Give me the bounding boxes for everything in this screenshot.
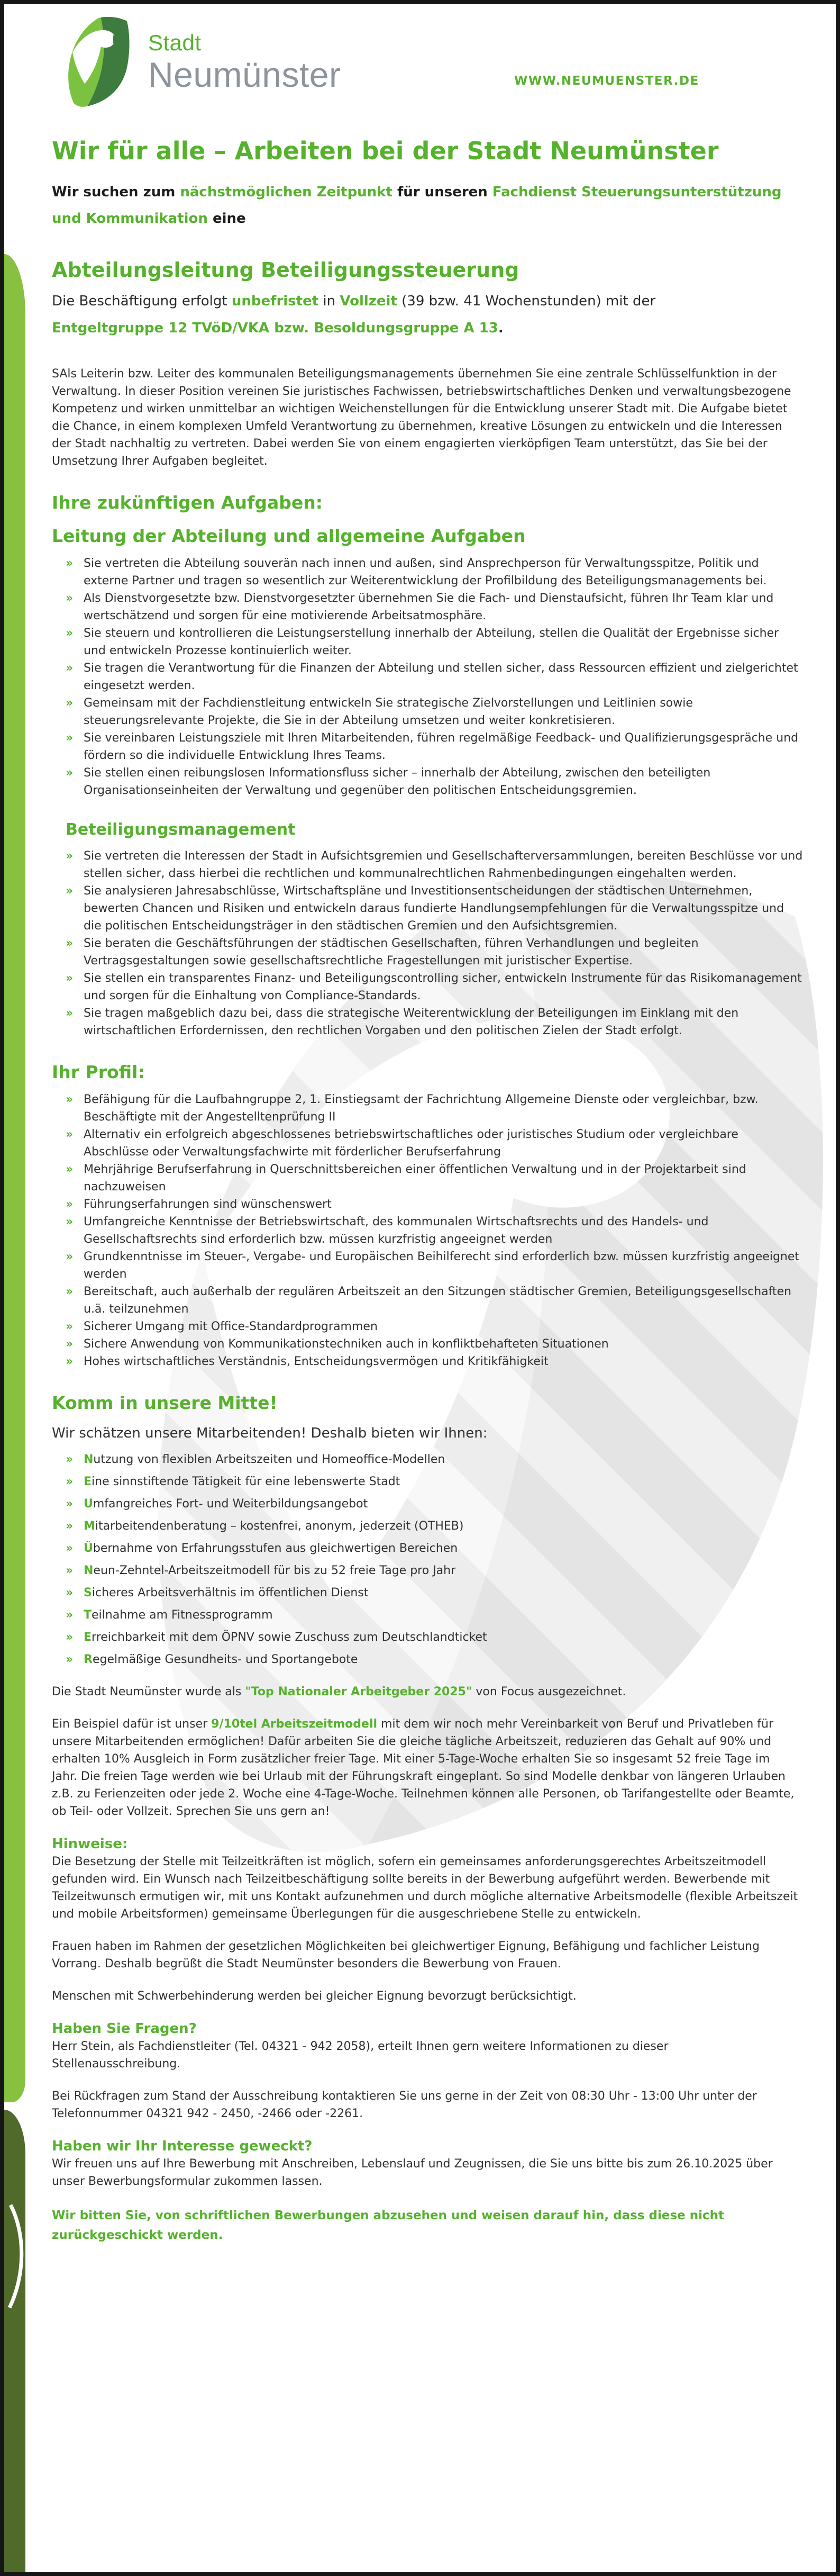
list-item	[52, 1283, 803, 1318]
plain-text: eine	[207, 211, 246, 227]
benefit-initial-letter: Ü	[84, 1542, 93, 1555]
list-item	[52, 1629, 803, 1646]
bullet-icon: »	[66, 1250, 74, 1263]
plain-text: .	[498, 320, 504, 336]
list-item-text: Neun-Zehntel-Arbeitszeitmodell für bis zu 52 freie Tage pro Jahr	[84, 1564, 456, 1577]
bullet-icon: »	[66, 1631, 74, 1644]
bullet-icon: »	[66, 1520, 74, 1533]
accent-text: unbefristet	[231, 293, 319, 309]
notes-heading: Hinweise:	[52, 1836, 128, 1852]
list-item	[52, 1473, 803, 1490]
page-title: Wir für alle – Arbeiten bei der Stadt Neumünster	[52, 137, 719, 165]
bullet-icon: »	[66, 884, 74, 898]
list-item-text: Eine sinnstiftende Tätigkeit für eine lebenswerte Stadt	[84, 1475, 400, 1488]
interest-heading: Haben wir Ihr Interesse geweckt?	[52, 2138, 313, 2154]
stadt-neumuenster-logo-icon	[62, 16, 133, 109]
list-item-text: Regelmäßige Gesundheits- und Sportangebote	[84, 1653, 358, 1666]
plain-text: Die Stadt Neumünster wurde als	[52, 1685, 245, 1698]
bullet-icon: »	[66, 1285, 74, 1298]
list-item	[52, 970, 803, 1005]
tasks-heading: Ihre zukünftigen Aufgaben:	[52, 492, 323, 513]
bullet-icon: »	[66, 1128, 74, 1141]
list-item-text: Alternativ ein erfolgreich abgeschlossenes betriebswirtschaftliches oder juristisches Studium oder vergleichbare Abschlüsse oder Verwaltungsfachwirte mit förderlicher Berufserfahrung	[84, 1128, 738, 1159]
position-title: Abteilungsleitung Beteiligungssteuerung	[52, 258, 519, 282]
salary-line	[52, 318, 795, 339]
list-item	[52, 1353, 803, 1370]
bullet-icon: »	[66, 972, 74, 985]
bullet-icon: »	[66, 1608, 74, 1622]
bullet-icon: »	[66, 1586, 74, 1599]
list-item	[52, 1335, 803, 1353]
bullet-icon: »	[66, 592, 74, 605]
profile-heading: Ihr Profil:	[52, 1062, 145, 1082]
bullet-icon: »	[66, 1093, 74, 1106]
list-item	[52, 1606, 803, 1624]
award-paragraph	[52, 1683, 799, 1701]
plain-text: für unseren	[392, 184, 492, 200]
list-item	[52, 1248, 803, 1283]
notes-paragraph-3: Menschen mit Schwerbehinderung werden bei gleicher Eignung bevorzugt berücksichtigt.	[52, 1990, 577, 2003]
plain-text: in	[318, 293, 340, 309]
employment-line	[52, 289, 795, 313]
list-item-text: Hohes wirtschaftliches Verständnis, Entscheidungsvermögen und Kritikfähigkeit	[84, 1355, 549, 1368]
list-item-text: Erreichbarkeit mit dem ÖPNV sowie Zuschuss zum Deutschlandticket	[84, 1631, 487, 1644]
list-item	[52, 555, 803, 590]
list-item	[52, 1213, 803, 1248]
closing-note: Wir bitten Sie, von schriftlichen Bewerbungen abzusehen und weisen darauf hin, dass diese nicht zurückgeschickt werden.	[52, 2209, 725, 2242]
accent-text: Fachdienst Steuerungsunterstützung und Kommunikation	[52, 184, 782, 227]
list-item-text: Sicheres Arbeitsverhältnis im öffentlichen Dienst	[84, 1586, 369, 1599]
plain-text: Die Beschäftigung erfolgt	[52, 293, 232, 309]
list-item-text: Umfangreiche Kenntnisse der Betriebswirtschaft, des kommunalen Wirtschaftsrechts und des Handels- und Gesellschaftsrechts sind erforderlich bzw. müssen kurzfristig angeeignet werden	[84, 1215, 709, 1246]
list-item-text: Teilnahme am Fitnessprogramm	[84, 1608, 273, 1622]
plain-text: mit dem wir noch mehr Vereinbarkeit von Beruf und Privatleben für unsere Mitarbeitenden ermöglichen! Dafür arbeiten Sie die gleiche tägliche Arbeitszeit, reduzieren das Gehalt auf 90% und erhalten 10% Ausgleich in Form zusätzlicher freier Tage. Mit einer 5-Tage-Woche erhalten Sie so insgesamt 52 freie Tage im Jahr. Die freien Tage werden wie bei Urlaub mit der Führungskraft eingeplant. So sind Modelle denkbar von längeren Urlauben z.B. zu Ferienzeiten oder jede 2. Woche eine 4-Tage-Woche. Teilnehmen können alle Personen, ob Tarifangestellte oder Beamte, ob Teil- oder Vollzeit. Sprechen Sie uns gern an!	[52, 1718, 795, 1818]
list-item	[52, 1562, 803, 1579]
position-summary: SAls Leiterin bzw. Leiter des kommunalen Beteiligungsmanagements übernehmen Sie eine zentrale Schlüsselfunktion in der Verwaltung. In dieser Position vereinen Sie juristisches Fachwissen, betriebswirtschaftliches Denken und verwaltungsbezogene Kompetenz und wirken unmittelbar an wichtigen Weichenstellungen für die Entwicklung unserer Stadt mit. Die Aufgabe bietet die Chance, in einem komplexen Umfeld Verantwortung zu übernehmen, kreative Lösungen zu entwickeln und die Interessen der Stadt nachhaltig zu vertreten. Dabei werden Sie von einem engagierten vierköpfigen Team unterstützt, das Sie bei der Umsetzung Ihrer Aufgaben begleitet.	[52, 367, 791, 468]
list-item	[52, 882, 803, 935]
list-item	[52, 764, 803, 799]
list-item	[52, 659, 803, 694]
list-item-text: Sie vertreten die Abteilung souverän nach innen und außen, sind Ansprechperson für Verwaltungsspitze, Politik und externe Partner und tragen so wesentlich zur Weiterentwicklung der Profilbildung des Beteiligungsmanagements bei.	[84, 557, 767, 587]
logo-wordmark	[148, 32, 341, 92]
list-item-text: Sie stellen einen reibungslosen Informationsfluss sicher – innerhalb der Abteilung, zwischen den beteiligten Organisationseinheiten der Verwaltung und gegenüber den politischen Entscheidungsgremien.	[84, 766, 711, 797]
worktime-model-paragraph	[52, 1715, 799, 1820]
list-item-text: Gemeinsam mit der Fachdienstleitung entwickeln Sie strategische Zielvorstellungen und Leitlinien sowie steuerungsrelevante Projekte, die Sie in der Abteilung umsetzen und weiter konkretisieren.	[84, 697, 693, 727]
bullet-icon: »	[66, 766, 74, 780]
list-item-text: Grundkenntnisse im Steuer-, Vergabe- und Europäischen Beihilferecht sind erforderlich bzw. müssen kurzfristig angeeignet werden	[84, 1250, 800, 1281]
benefit-initial-letter: E	[84, 1475, 92, 1488]
list-item-text: Befähigung für die Laufbahngruppe 2, 1. Einstiegsamt der Fachrichtung Allgemeine Dienste oder vergleichbar, bzw. Beschäftigte mit der Angestelltenprüfung II	[84, 1093, 759, 1124]
bullet-icon: »	[66, 731, 74, 745]
list-item	[52, 729, 803, 764]
bullet-icon: »	[66, 1453, 74, 1466]
bullet-icon: »	[66, 1215, 74, 1228]
tasks-sub1-heading: Leitung der Abteilung und allgemeine Aufgaben	[52, 526, 526, 546]
tasks-sub1-list	[52, 555, 803, 799]
list-item-text: Als Dienstvorgesetzte bzw. Dienstvorgesetzter übernehmen Sie die Fach- und Dienstaufsicht, führen Ihr Team klar und wertschätzend und sorgen für eine motivierende Arbeitsatmosphäre.	[84, 592, 774, 622]
bullet-icon: »	[66, 1653, 74, 1666]
list-item-text: Sichere Anwendung von Kommunikationstechniken auch in konfliktbehafteten Situationen	[84, 1337, 609, 1351]
notes-paragraph-2: Frauen haben im Rahmen der gesetzlichen Möglichkeiten bei gleichwertiger Eignung, Befähigung und fachlicher Leistung Vorrang. Deshalb begrüßt die Stadt Neumünster besonders die Bewerbung von Frauen.	[52, 1940, 760, 1971]
bullet-icon: »	[66, 849, 74, 863]
list-item-text: Sicherer Umgang mit Office-Standardprogrammen	[84, 1320, 378, 1333]
plain-text: Wir suchen zum	[52, 184, 180, 200]
bullet-icon: »	[66, 1542, 74, 1555]
logo-city-text: Neumünster	[148, 55, 341, 94]
list-item	[52, 1005, 803, 1040]
bullet-icon: »	[66, 1320, 74, 1333]
bullet-icon: »	[66, 1564, 74, 1577]
list-item	[52, 1161, 803, 1196]
list-item	[52, 1651, 803, 1668]
list-item-text: Sie vertreten die Interessen der Stadt in Aufsichtsgremien und Gesellschafterversammlungen, bereiten Beschlüsse vor und stellen sicher, dass hierbei die rechtlichen und kommunalrechtlichen Rahmenbedingungen eingehalten werden.	[84, 849, 803, 880]
callback-paragraph: Bei Rückfragen zum Stand der Ausschreibung kontaktieren Sie uns gerne in der Zeit von 08:30 Uhr - 13:00 Uhr unter der Telefonnummer 04321 942 - 2450, -2466 oder -2261.	[52, 2090, 757, 2120]
contact-paragraph: Herr Stein, als Fachdienstleiter (Tel. 04321 - 942 2058), erteilt Ihnen gern weitere Informationen zu dieser Stellenausschreibung.	[52, 2040, 669, 2071]
accent-text: "Top Nationaler Arbeitgeber 2025"	[245, 1685, 472, 1698]
list-item	[52, 1091, 803, 1126]
list-item	[52, 590, 803, 625]
benefits-list	[52, 1451, 803, 1668]
list-item-text: Mehrjährige Berufserfahrung in Querschnittsbereichen einer öffentlichen Verwaltung und in der Projektarbeit sind nachzuweisen	[84, 1163, 746, 1194]
list-item	[52, 694, 803, 729]
bullet-icon: »	[66, 627, 74, 640]
notes-paragraph-1: Die Besetzung der Stelle mit Teilzeitkräften ist möglich, sofern ein gemeinsames anforderungsgerechtes Arbeitszeitmodell gefunden wird. Ein Wunsch nach Teilzeitbeschäftigung sollte bereits in der Bewerbung aufgeführt werden. Bewerbende mit Teilzeitwunsch ermutigen wir, mit uns Kontakt aufzunehmen und durch mögliche alternative Arbeitsmodelle (flexible Arbeitszeit und mobile Arbeitsformen) gemeinsame Überlegungen für die ausgeschriebene Stelle zu entwickeln.	[52, 1855, 798, 1921]
list-item-text: Sie tragen die Verantwortung für die Finanzen der Abteilung und stellen sicher, dass Ressourcen effizient und zielgerichtet eingesetzt werden.	[84, 662, 798, 692]
offer-heading: Komm in unsere Mitte!	[52, 1393, 278, 1413]
list-item	[52, 1451, 803, 1468]
plain-text: (39 bzw. 41 Wochenstunden) mit der	[397, 293, 656, 309]
list-item	[52, 1517, 803, 1535]
bullet-icon: »	[66, 1337, 74, 1351]
accent-text: Vollzeit	[340, 293, 397, 309]
benefit-initial-letter: N	[84, 1564, 94, 1577]
benefit-initial-letter: E	[84, 1631, 92, 1644]
list-item-text: Bereitschaft, auch außerhalb der regulären Arbeitszeit an den Sitzungen städtischer Gremien, Beteiligungsgesellschaften u.ä. teilzunehmen	[84, 1285, 792, 1316]
list-item	[52, 1495, 803, 1513]
bullet-icon: »	[66, 662, 74, 675]
benefit-initial-letter: N	[84, 1453, 94, 1466]
list-item	[52, 1540, 803, 1557]
header	[49, 18, 795, 122]
bullet-icon: »	[66, 1198, 74, 1211]
list-item	[52, 935, 803, 970]
tasks-sub2-heading: Beteiligungsmanagement	[66, 820, 296, 839]
list-item-text: Mitarbeitendenberatung – kostenfrei, anonym, jederzeit (OTHEB)	[84, 1520, 464, 1533]
bullet-icon: »	[66, 1475, 74, 1488]
benefit-initial-letter: S	[84, 1586, 92, 1599]
bullet-icon: »	[66, 1163, 74, 1176]
plain-text: Ein Beispiel dafür ist unser	[52, 1718, 212, 1731]
bullet-icon: »	[66, 1007, 74, 1020]
list-item	[52, 625, 803, 659]
logo-stadt-text: Stadt	[148, 30, 202, 55]
website-link[interactable]: WWW.NEUMUENSTER.DE	[514, 74, 699, 88]
list-item	[52, 847, 803, 882]
list-item	[52, 1584, 803, 1602]
list-item-text: Nutzung von flexiblen Arbeitszeiten und Homeoffice-Modellen	[84, 1453, 445, 1466]
benefit-initial-letter: U	[84, 1497, 93, 1511]
list-item-text: Führungserfahrungen sind wünschenswert	[84, 1198, 332, 1211]
document-content	[4, 4, 836, 2245]
plain-text: von Focus ausgezeichnet.	[472, 1685, 626, 1698]
benefit-initial-letter: M	[84, 1520, 95, 1533]
bullet-icon: »	[66, 557, 74, 570]
bullet-icon: »	[66, 697, 74, 710]
offer-lead: Wir schätzen unsere Mitarbeitenden! Deshalb bieten wir Ihnen:	[52, 1425, 488, 1441]
bullet-icon: »	[66, 1497, 74, 1511]
list-item	[52, 1126, 803, 1161]
list-item-text: Sie steuern und kontrollieren die Leistungserstellung innerhalb der Abteilung, stellen die Qualität der Ergebnisse sicher und entwickeln Prozesse kontinuierlich weiter.	[84, 627, 779, 657]
list-item-text: Sie tragen maßgeblich dazu bei, dass die strategische Weiterentwicklung der Beteiligungen im Einklang mit den wirtschaftlichen Erfordernissen, den rechtlichen Vorgaben und den politischen Zielen der Stadt erfolgt.	[84, 1007, 739, 1037]
accent-text: 9/10tel Arbeitszeitmodell	[211, 1718, 378, 1731]
list-item-text: Sie vereinbaren Leistungsziele mit Ihren Mitarbeitenden, führen regelmäßige Feedback- und Qualifizierungsgespräche und fördern so die individuelle Entwicklung Ihres Teams.	[84, 731, 799, 762]
list-item-text: Umfangreiches Fort- und Weiterbildungsangebot	[84, 1497, 368, 1511]
list-item-text: Sie beraten die Geschäftsführungen der städtischen Gesellschaften, führen Verhandlungen und begleiten Vertragsgestaltungen sowie gesellschaftsrechtliche Fragestellungen mit juristischer Expertise.	[84, 937, 699, 968]
benefit-initial-letter: R	[84, 1653, 93, 1666]
list-item-text: Übernahme von Erfahrungsstufen aus gleichwertigen Bereichen	[84, 1542, 458, 1555]
apply-paragraph: Wir freuen uns auf Ihre Bewerbung mit Anschreiben, Lebenslauf und Zeugnissen, die Sie uns bitte bis zum 26.10.2025 über unser Bewerbungsformular zukommen lassen.	[52, 2157, 773, 2188]
tasks-sub2-list	[52, 847, 803, 1040]
benefit-initial-letter: T	[84, 1608, 92, 1622]
profile-list	[52, 1091, 803, 1370]
accent-text: Entgeltgruppe 12 TVöD/VKA bzw. Besoldungsgruppe A 13	[52, 320, 498, 336]
bullet-icon: »	[66, 937, 74, 950]
list-item	[52, 1318, 803, 1335]
accent-text: nächstmöglichen Zeitpunkt	[180, 184, 392, 200]
questions-heading: Haben Sie Fragen?	[52, 2021, 197, 2037]
list-item	[52, 1196, 803, 1213]
list-item-text: Sie analysieren Jahresabschlüsse, Wirtschaftspläne und Investitionsentscheidungen der städtischen Unternehmen, bewerten Chancen und Risiken und entwickeln daraus fundierte Handlungsempfehlungen für die Verwaltungsspitze und die politischen Entscheidungsträger in den städtischen Gremien und den Aufsichtsgremien.	[84, 884, 784, 933]
list-item-text: Sie stellen ein transparentes Finanz- und Beteiligungscontrolling sicher, entwickeln Instrumente für das Risikomanagement und sorgen für die Einhaltung von Compliance-Standards.	[84, 972, 802, 1002]
intro-line	[52, 179, 803, 232]
bullet-icon: »	[66, 1355, 74, 1368]
